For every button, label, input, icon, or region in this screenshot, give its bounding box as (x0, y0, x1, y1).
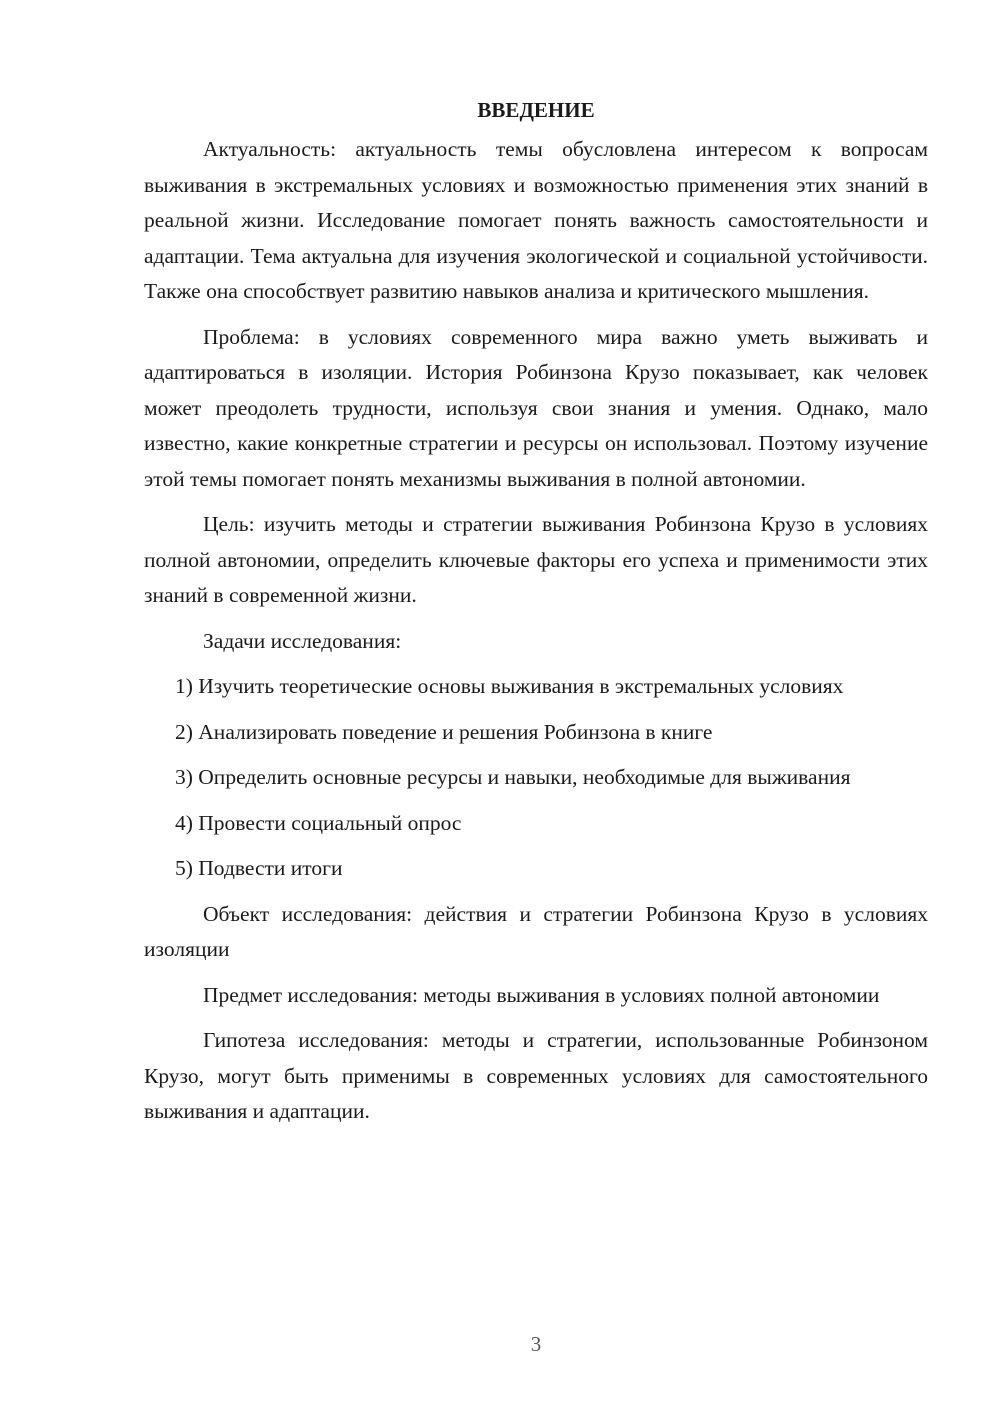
object-paragraph: Объект исследования: действия и стратегии Робинзона Крузо в условиях изоляции (144, 901, 928, 961)
tasks-title: Задачи исследования: (203, 628, 402, 653)
document-page (144, 92, 928, 1140)
goal-paragraph: Цель: изучить методы и стратегии выживания Робинзона Крузо в условиях полной автономии, определить ключевые факторы его успеха и применимости этих знаний в современной жизни. (144, 512, 928, 607)
hypothesis-paragraph: Гипотеза исследования: методы и стратегии, использованные Робинзоном Крузо, могут быть применимы в современных условиях для самостоятельного выживания и адаптации. (144, 1028, 928, 1123)
task-item: 1) Изучить теоретические основы выживания в экстремальных условиях (175, 674, 844, 698)
task-item: 5) Подвести итоги (175, 856, 343, 880)
page-number: 3 (530, 1332, 542, 1356)
document-heading: ВВЕДЕНИЕ (477, 98, 595, 122)
problem-paragraph: Проблема: в условиях современного мира важно уметь выживать и адаптироваться в изоляции. История Робинзона Крузо показывает, как человек может преодолеть трудности, используя свои знания и умения. Однако, мало известно, какие конкретные стратегии и ресурсы он использовал. Поэтому изучение этой темы помогает понять механизмы выживания в полной автономии. (144, 324, 928, 491)
subject-paragraph: Предмет исследования: методы выживания в условиях полной автономии (203, 982, 880, 1007)
task-item: 4) Провести социальный опрос (175, 810, 462, 835)
task-item: 2) Анализировать поведение и решения Робинзона в книге (175, 719, 713, 744)
task-item: 3) Определить основные ресурсы и навыки, необходимые для выживания (175, 765, 851, 789)
tasks-list (144, 669, 928, 887)
relevance-paragraph: Актуальность: актуальность темы обусловлена интересом к вопросам выживания в экстремальных условиях и возможностью применения этих знаний в реальной жизни. Исследование помогает понять важность самостоятельности и адаптации. Тема актуальна для изучения экологической и социальной устойчивости. Также она способствует развитию навыков анализа и критического мышления. (144, 137, 928, 303)
